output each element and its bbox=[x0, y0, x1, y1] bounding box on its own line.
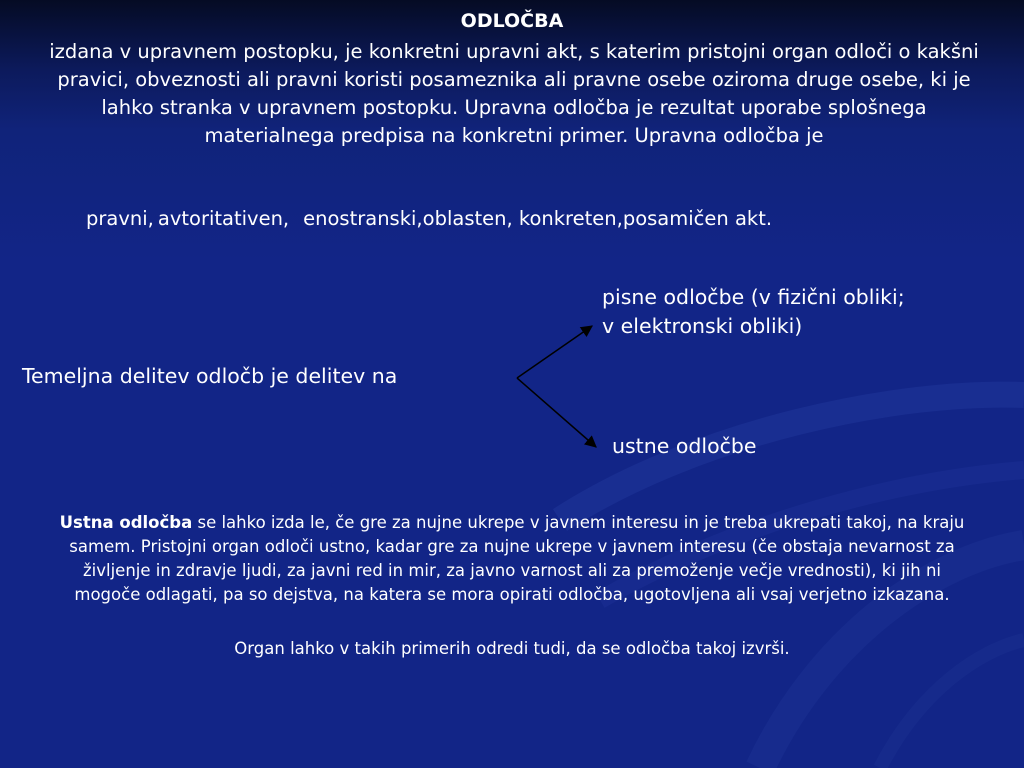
branch-written-line1: pisne odločbe (v fizični obliki; bbox=[602, 285, 905, 309]
attribute-1: pravni, bbox=[86, 207, 154, 230]
division-label: Temeljna delitev odločb je delitev na bbox=[22, 364, 398, 388]
arrow-up bbox=[517, 326, 592, 378]
attribute-4: oblasten, konkreten, bbox=[422, 207, 623, 230]
attribute-3: enostranski, bbox=[303, 207, 423, 230]
attribute-5: posamičen akt. bbox=[622, 207, 773, 230]
branch-written-line2: v elektronski obliki) bbox=[602, 314, 803, 338]
arrow-down bbox=[517, 378, 596, 447]
definition-paragraph: izdana v upravnem postopku, je konkretni upravni akt, s katerim pristojni organ odloči o kakšni pravici, obveznosti ali pravni koristi posameznika ali pravne osebe oziroma druge osebe, ki je lahko stranka v upravnem postopku. Upravna odločba je rezultat uporabe splošnega materialnega predpisa na konkretni primer. Upravna odločba je bbox=[49, 40, 979, 147]
footer-note: Organ lahko v takih primerih odredi tudi, da se odločba takoj izvrši. bbox=[234, 639, 790, 658]
oral-decision-text: se lahko izda le, če gre za nujne ukrepe v javnem interesu in je treba ukrepati takoj, na kraju samem. Pristojni organ odloči ustno, kadar gre za nujne ukrepe v javnem interesu (če obstaja nevarnost za življenje in zdravje ljudi, za javni red in mir, za javno varnost ali za premoženje večje vrednosti), ki jih ni mogoče odlagati, pa so dejstva, na katera se mora opirati odločba, ugotovljena ali vsaj verjetno izkazana. bbox=[69, 513, 965, 604]
branch-oral-decisions: ustne odločbe bbox=[612, 434, 757, 458]
oral-decision-paragraph bbox=[50, 511, 974, 607]
attribute-2: avtoritativen, bbox=[157, 207, 290, 230]
slide-title: ODLOČBA bbox=[460, 10, 564, 32]
oral-decision-term: Ustna odločba bbox=[59, 513, 193, 532]
